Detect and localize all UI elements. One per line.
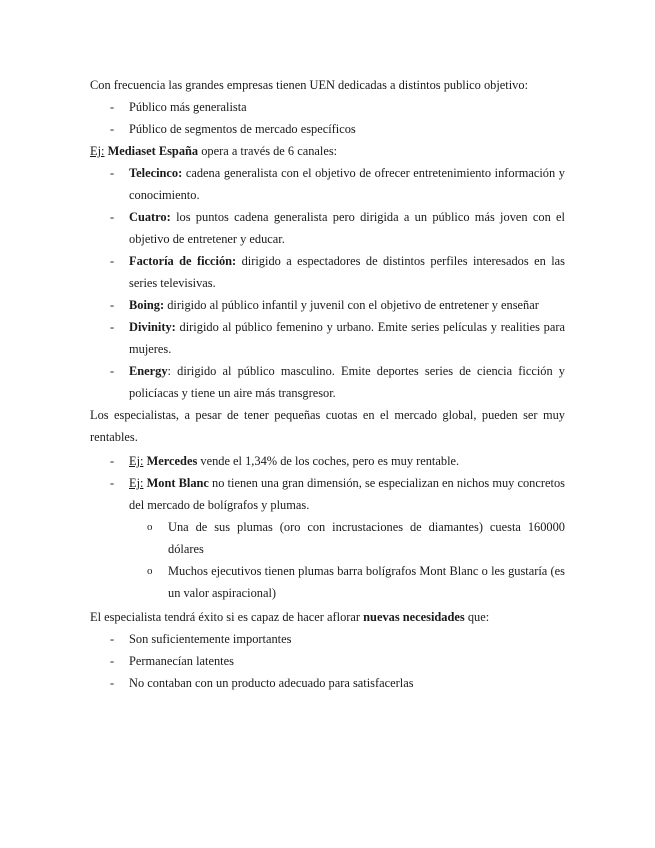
success-paragraph — [90, 606, 565, 628]
example-label: Ej: — [90, 144, 105, 158]
sublist-item: Muchos ejecutivos tienen plumas barra bolígrafos Mont Blanc o les gustaría (es un valor aspiracional) — [168, 564, 565, 600]
success-text-after: que: — [467, 610, 490, 624]
success-emphasis: nuevas necesidades — [363, 610, 465, 624]
list-item: Público más generalista — [129, 100, 247, 114]
list-bullet: - — [110, 676, 115, 690]
specialists-paragraph: Los especialistas, a pesar de tener pequeñas cuotas en el mercado global, pueden ser muy rentables. — [90, 408, 565, 444]
channel-item — [129, 250, 565, 294]
company-name: Mercedes — [146, 454, 198, 468]
channel-name: Divinity: — [129, 320, 176, 334]
sublist-bullet: o — [147, 521, 153, 533]
channel-name: Energy — [129, 364, 168, 378]
intro-paragraph: Con frecuencia las grandes empresas tienen UEN dedicadas a distintos publico objetivo: — [90, 78, 529, 92]
channel-item — [129, 206, 565, 250]
list-bullet: - — [110, 476, 115, 490]
list-item: Permanecían latentes — [129, 654, 234, 668]
channel-description: dirigido a espectadores de distintos perfiles interesados en las series televisivas. — [129, 254, 565, 290]
channel-description: dirigido al público infantil y juvenil con el objetivo de entretener y enseñar — [167, 298, 539, 312]
channel-name: Boing: — [129, 298, 165, 312]
example-item — [129, 472, 565, 516]
channel-item — [129, 316, 565, 360]
success-text-before: El especialista tendrá éxito si es capaz de hacer aflorar — [90, 610, 361, 624]
channel-description: : dirigido al público masculino. Emite deportes series de ciencia ficción y policíacas y tiene un aire más transgresor. — [129, 364, 565, 400]
list-bullet: - — [110, 320, 115, 334]
mediaset-paragraph — [90, 140, 565, 162]
list-bullet: - — [110, 632, 115, 646]
example-label: Ej: — [129, 454, 144, 468]
channel-item — [129, 162, 565, 206]
list-bullet: - — [110, 100, 115, 114]
channel-description: cadena generalista con el objetivo de ofrecer entretenimiento información y conocimiento. — [129, 166, 565, 202]
sublist-item: Una de sus plumas (oro con incrustaciones de diamantes) cuesta 160000 dólares — [168, 520, 565, 556]
list-bullet: - — [110, 654, 115, 668]
example-label: Ej: — [129, 476, 144, 490]
list-bullet: - — [110, 298, 115, 312]
example-text: vende el 1,34% de los coches, pero es muy rentable. — [200, 454, 460, 468]
list-bullet: - — [110, 166, 115, 180]
company-name: Mont Blanc — [146, 476, 209, 490]
list-bullet: - — [110, 122, 115, 136]
list-item: Son suficientemente importantes — [129, 632, 292, 646]
channel-item — [129, 294, 565, 316]
list-bullet: - — [110, 210, 115, 224]
channel-description: los puntos cadena generalista pero dirigida a un público más joven con el objetivo de entretener y educar. — [129, 210, 565, 246]
list-item: No contaban con un producto adecuado para satisfacerlas — [129, 676, 414, 690]
channel-description: dirigido al público femenino y urbano. Emite series películas y realities para mujeres. — [129, 320, 565, 356]
list-item: Público de segmentos de mercado específicos — [129, 122, 356, 136]
list-bullet: - — [110, 254, 115, 268]
channel-name: Factoría de ficción: — [129, 254, 237, 268]
example-text: no tienen una gran dimensión, se especializan en nichos muy concretos del mercado de bolígrafos y plumas. — [129, 476, 565, 512]
company-name: Mediaset España — [107, 144, 199, 158]
channel-item — [129, 360, 565, 404]
channel-name: Cuatro: — [129, 210, 171, 224]
example-item — [129, 450, 565, 472]
channel-name: Telecinco: — [129, 166, 183, 180]
list-bullet: - — [110, 364, 115, 378]
sublist-bullet: o — [147, 565, 153, 577]
list-bullet: - — [110, 454, 115, 468]
mediaset-text: opera a través de 6 canales: — [201, 144, 338, 158]
